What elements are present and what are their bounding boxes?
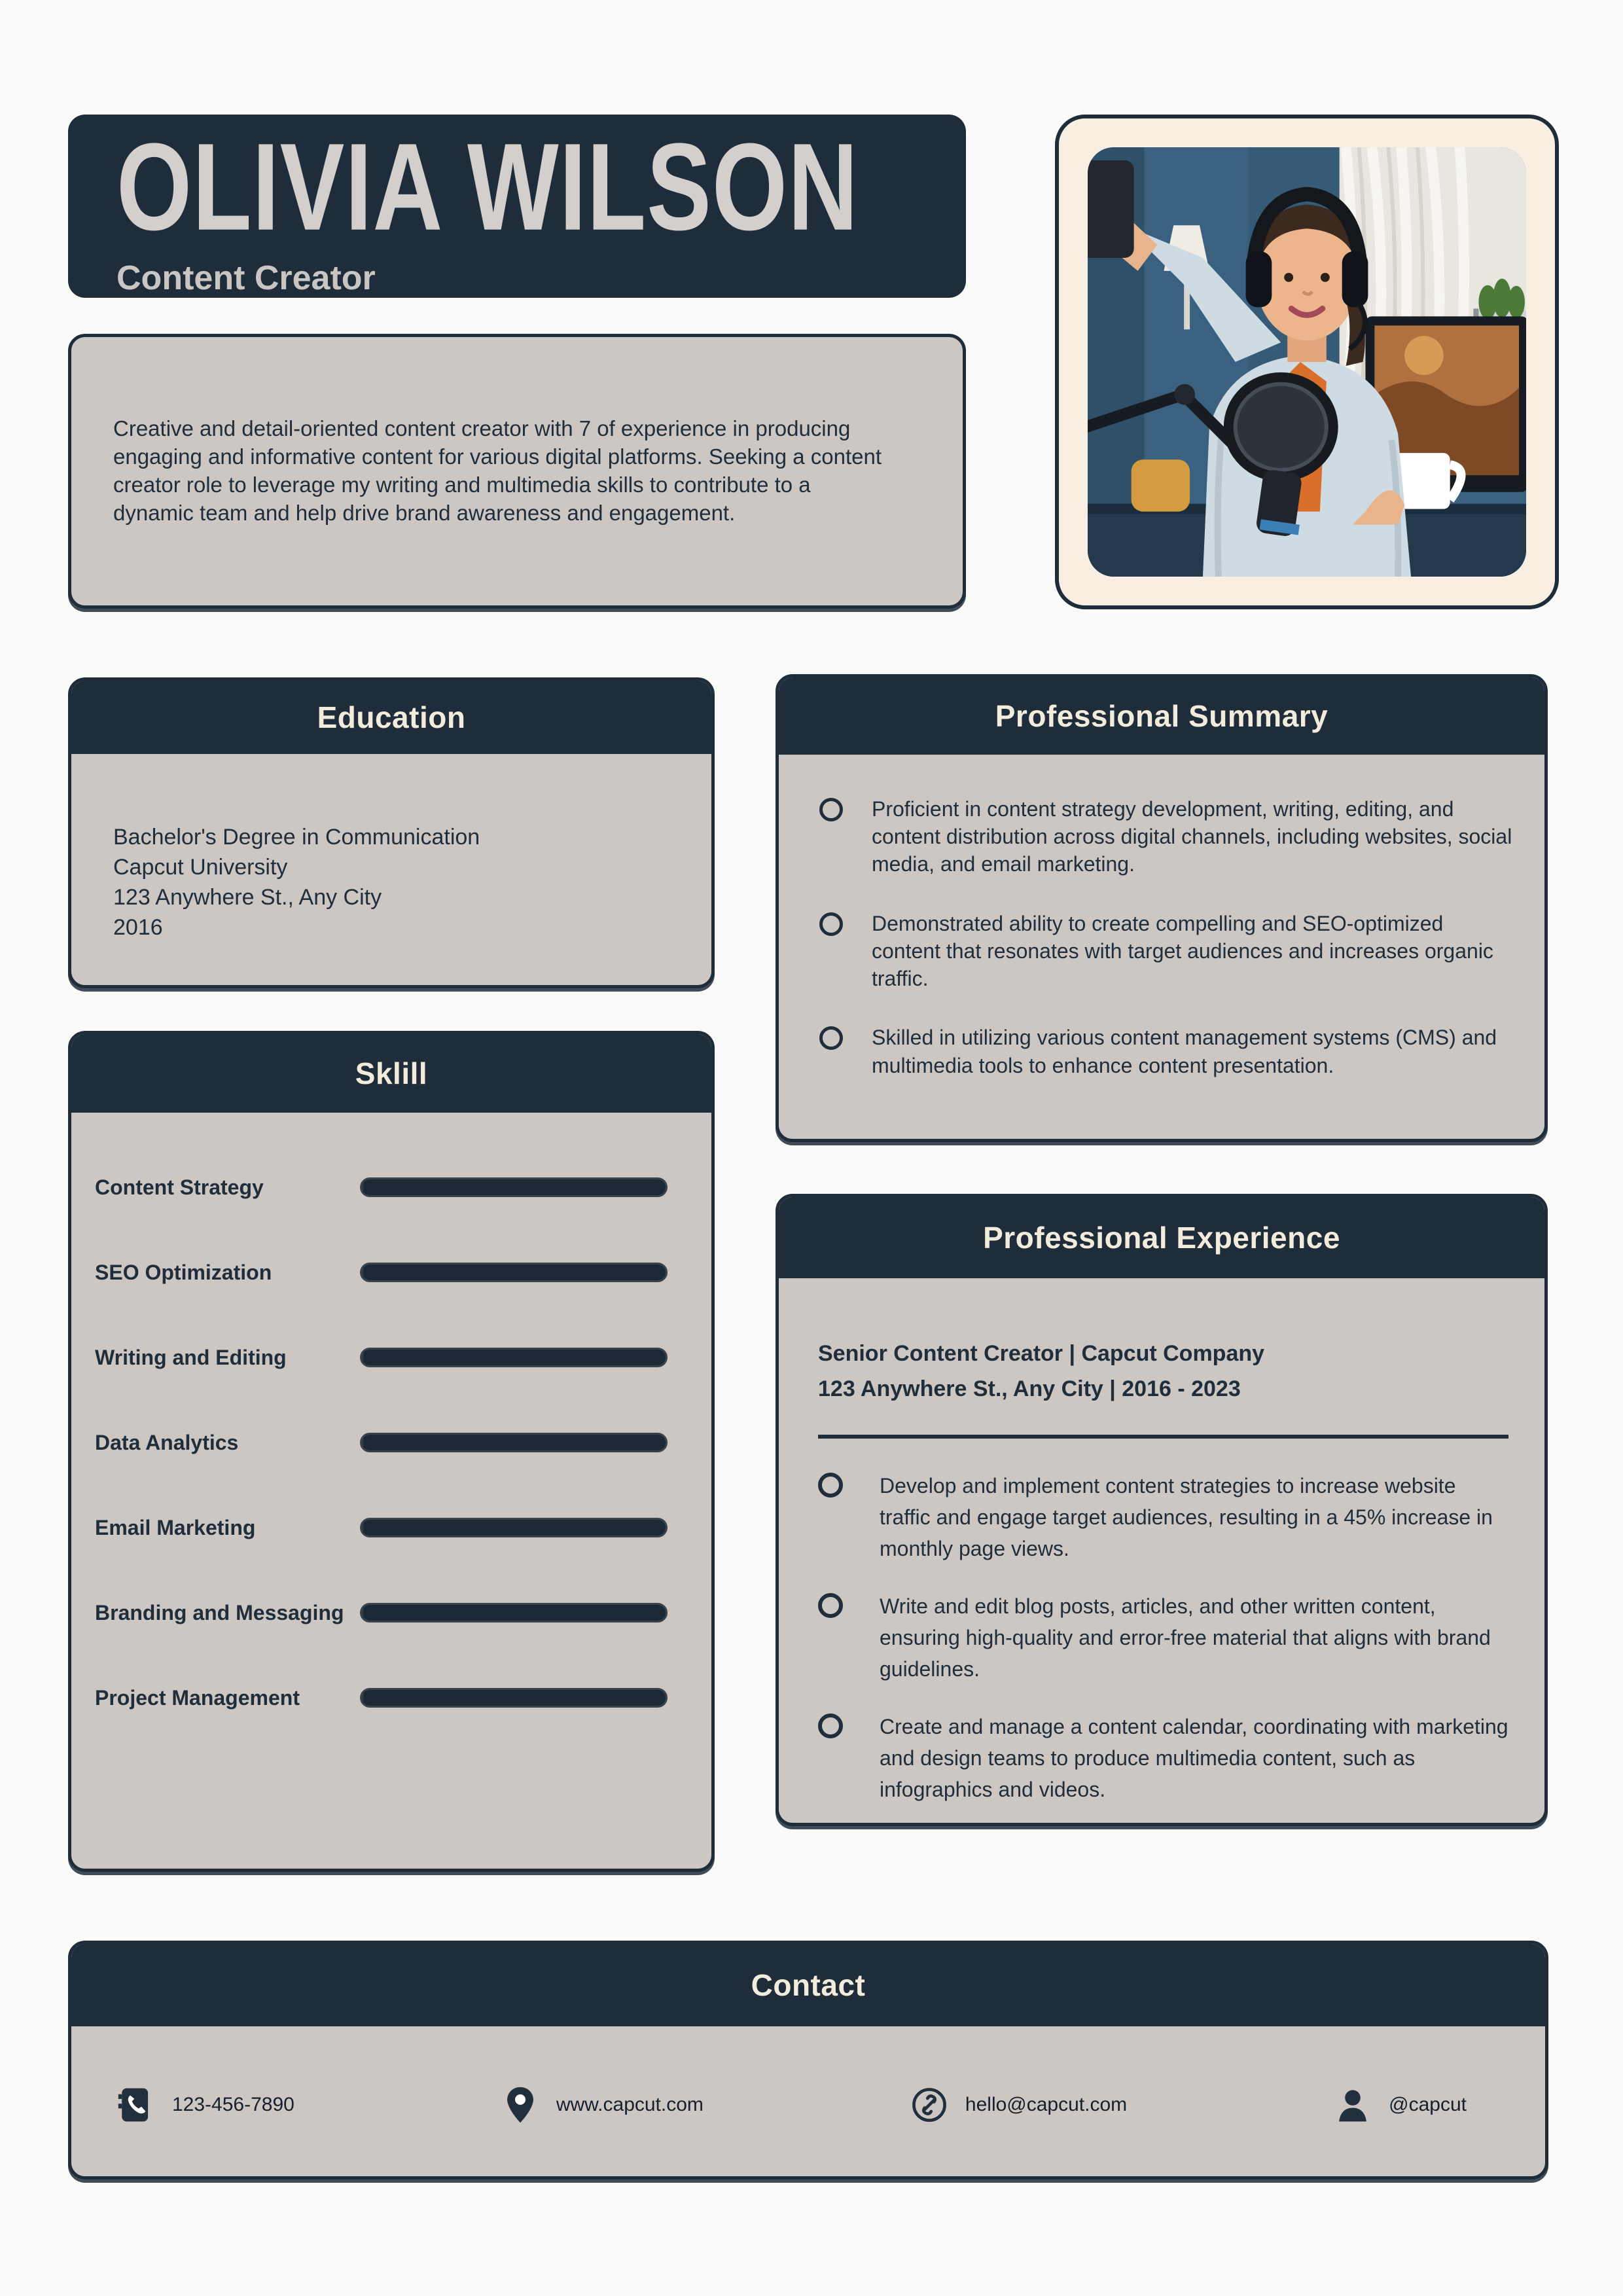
user-icon [1334, 2086, 1372, 2124]
skill-label: Data Analytics [95, 1430, 239, 1454]
skill-row [95, 1431, 668, 1454]
bullet-circle-icon [819, 1026, 843, 1050]
skill-bar [360, 1433, 668, 1452]
skill-label: SEO Optimization [95, 1260, 272, 1284]
skill-label: Content Strategy [95, 1175, 264, 1199]
summary-bullet [819, 910, 1515, 993]
bullet-circle-icon [818, 1473, 843, 1498]
skills-body [71, 1113, 711, 1869]
education-year: 2016 [113, 915, 163, 940]
bullet-circle-icon [819, 798, 843, 821]
contact-website-text: www.capcut.com [556, 2093, 704, 2115]
experience-bullet [818, 1590, 1512, 1685]
skill-label: Writing and Editing [95, 1345, 287, 1369]
skill-row [95, 1686, 668, 1710]
skill-bar [360, 1518, 668, 1537]
skill-bar-fill [362, 1350, 364, 1361]
experience-title: Professional Experience [983, 1221, 1340, 1255]
skill-label: Email Marketing [95, 1515, 256, 1539]
professional-summary-section [776, 674, 1548, 1142]
contact-header [71, 1944, 1545, 2026]
summary-bullet [819, 795, 1515, 878]
skill-bar-fill [362, 1265, 364, 1276]
experience-header [779, 1197, 1544, 1278]
education-section [68, 677, 715, 988]
contact-email-text: hello@capcut.com [965, 2093, 1128, 2115]
bullet-circle-icon [818, 1713, 843, 1738]
contact-body [71, 2026, 1545, 2179]
skills-section [68, 1031, 715, 1872]
contact-item-email [910, 2086, 1127, 2124]
contact-section [68, 1941, 1548, 2179]
professional-summary-header [779, 677, 1544, 755]
contact-item-social [1334, 2086, 1467, 2124]
experience-section [776, 1194, 1548, 1826]
about-card [68, 334, 966, 609]
experience-bullet-text: Create and manage a content calendar, coordinating with marketing and design teams to produce multimedia content, such as infographics and videos. [880, 1714, 1508, 1801]
education-degree: Bachelor's Degree in Communication [113, 825, 480, 850]
education-body [71, 754, 711, 985]
skill-bar-fill [362, 1435, 364, 1446]
skill-bar-fill [362, 1520, 364, 1531]
summary-bullet [819, 1024, 1515, 1079]
contact-title: Contact [751, 1968, 866, 2002]
experience-bullet-text: Write and edit blog posts, articles, and other written content, ensuring high-quality and error-free material that aligns with brand guidelines. [880, 1594, 1491, 1681]
contact-social-text: @capcut [1389, 2093, 1467, 2115]
person-name: OLIVIA WILSON [116, 118, 859, 257]
professional-summary-title: Professional Summary [995, 699, 1329, 733]
bullet-circle-icon [819, 912, 843, 936]
divider [818, 1435, 1508, 1439]
skill-row [95, 1601, 668, 1624]
skills-header [71, 1034, 711, 1113]
experience-bullet [818, 1711, 1512, 1805]
skills-title: Sklill [355, 1056, 428, 1090]
experience-body [779, 1278, 1544, 1823]
about-text: Creative and detail-oriented content creator with 7 of experience in producing engaging and informative content for various digital platforms. Seeking a content creator role to leverage my writing and multimedia skills to contribute to a dynamic team and help drive brand awareness and engagement. [113, 416, 882, 525]
skill-bar [360, 1688, 668, 1708]
skill-label: Branding and Messaging [95, 1600, 344, 1624]
summary-bullet-text: Proficient in content strategy development, writing, editing, and content distribution across digital channels, including websites, social media, and email marketing. [872, 797, 1512, 876]
link-icon [910, 2086, 948, 2124]
experience-bullet-text: Develop and implement content strategies to increase website traffic and engage target audiences, resulting in a 45% increase in monthly page views. [880, 1473, 1493, 1560]
skill-bar-fill [362, 1605, 364, 1616]
skill-bar [360, 1348, 668, 1367]
skill-bar [360, 1603, 668, 1623]
location-icon [501, 2086, 539, 2124]
contact-item-phone [117, 2086, 294, 2124]
education-header [71, 681, 711, 754]
profile-photo-illustration [1088, 147, 1526, 577]
bullet-circle-icon [818, 1593, 843, 1618]
name-header-block [68, 115, 966, 298]
skill-row [95, 1346, 668, 1369]
contact-item-website [501, 2086, 704, 2124]
skill-row [95, 1175, 668, 1199]
person-role: Content Creator [116, 259, 376, 297]
skill-row [95, 1261, 668, 1284]
profile-photo-frame [1055, 115, 1559, 609]
professional-summary-body [779, 755, 1544, 1139]
skill-bar-fill [362, 1690, 364, 1701]
contact-phone-text: 123-456-7890 [172, 2093, 294, 2115]
education-school: Capcut University [113, 855, 288, 880]
summary-bullet-text: Demonstrated ability to create compelling and SEO-optimized content that resonates with target audiences and increases organic traffic. [872, 911, 1493, 991]
skill-row [95, 1516, 668, 1539]
summary-bullet-text: Skilled in utilizing various content management systems (CMS) and multimedia tools to enhance content presentation. [872, 1026, 1497, 1077]
education-title: Education [317, 700, 466, 734]
education-address: 123 Anywhere St., Any City [113, 885, 382, 910]
phone-icon [117, 2086, 155, 2124]
experience-bullet [818, 1470, 1512, 1564]
skill-bar [360, 1177, 668, 1197]
job-location-dates: 123 Anywhere St., Any City | 2016 - 2023 [818, 1376, 1241, 1402]
skill-bar [360, 1263, 668, 1282]
skill-label: Project Management [95, 1685, 300, 1710]
job-role-company: Senior Content Creator | Capcut Company [818, 1341, 1265, 1366]
skill-bar-fill [362, 1179, 364, 1191]
